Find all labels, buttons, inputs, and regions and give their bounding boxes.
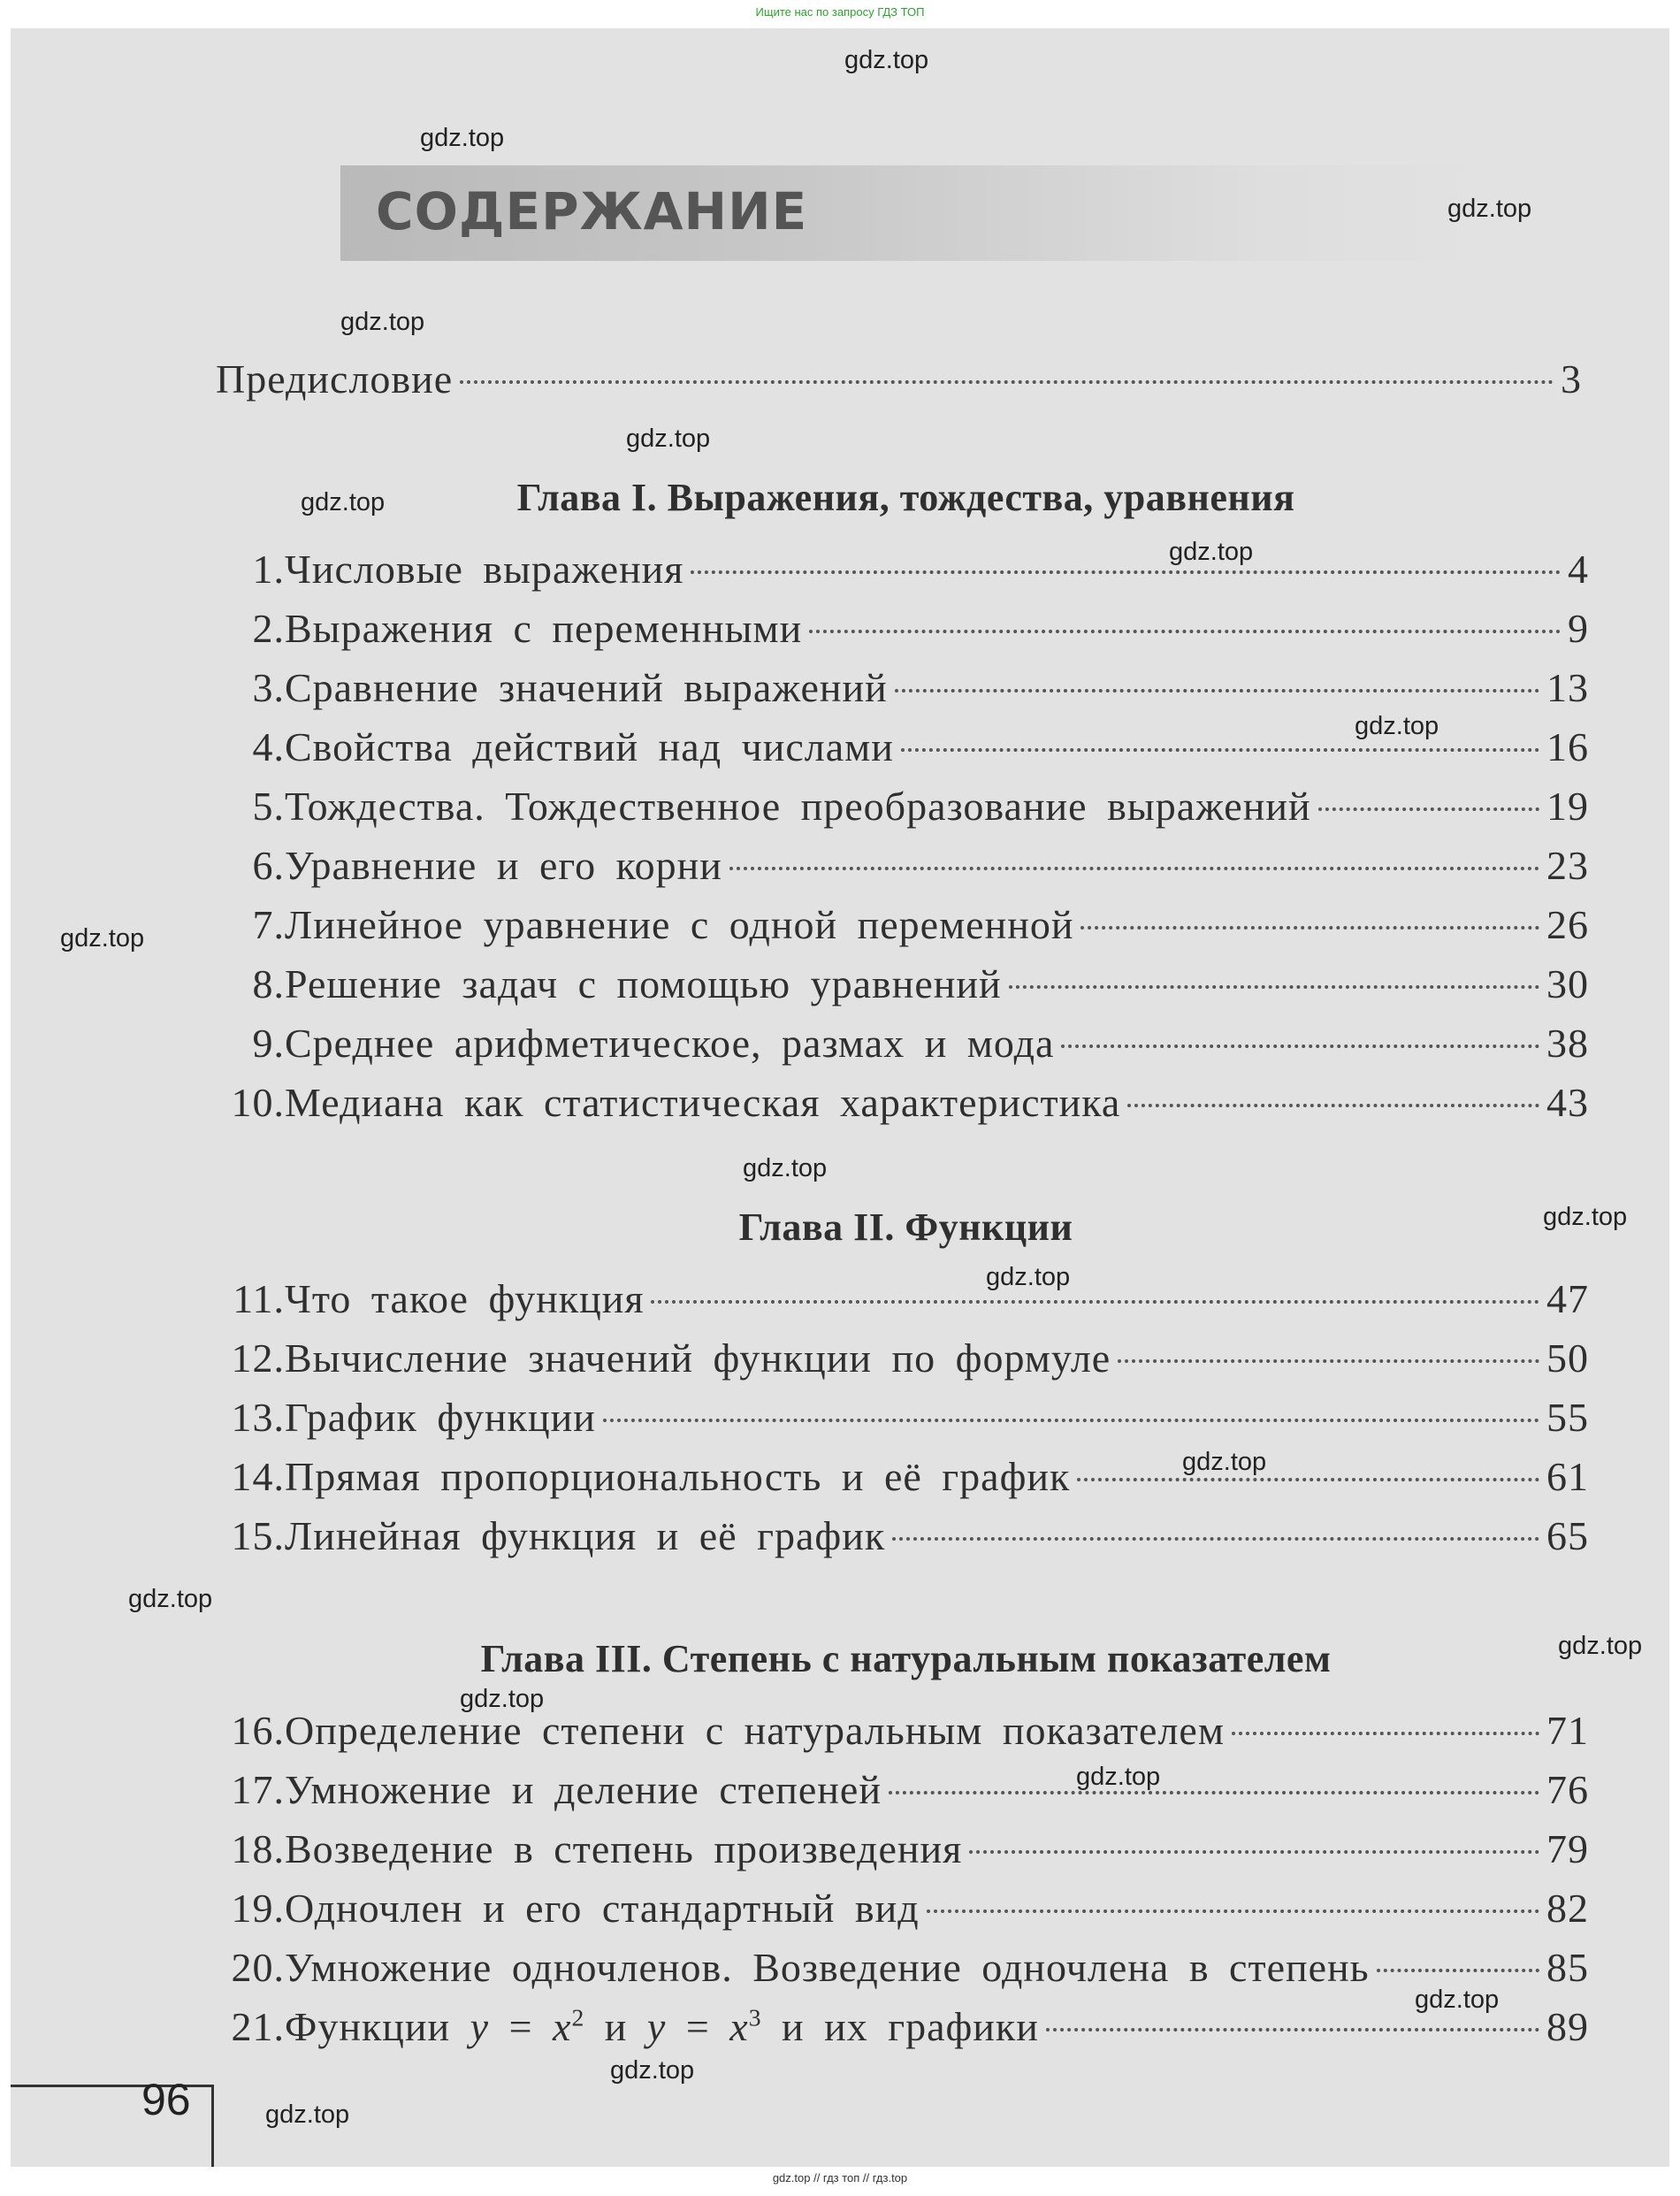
watermark: gdz.top <box>1543 1203 1628 1231</box>
title-text: Функции <box>285 2004 470 2049</box>
toc-num: 5. <box>252 784 285 829</box>
toc-title: Свойства действий над числами <box>285 724 894 769</box>
toc-page: 71 <box>1546 1708 1589 1753</box>
toc-row <box>223 1394 1589 1452</box>
toc-page: 13 <box>1546 665 1589 710</box>
leader-dots <box>1081 926 1539 930</box>
toc-page: 9 <box>1568 606 1589 651</box>
watermark: gdz.top <box>265 2100 350 2129</box>
toc-page: 30 <box>1546 961 1589 1006</box>
toc-num: 8. <box>252 961 285 1006</box>
toc-title: Уравнение и его корни <box>285 843 722 888</box>
leader-dots <box>969 1850 1539 1854</box>
toc-title: Одночлен и его стандартный вид <box>285 1886 920 1931</box>
toc-page: 61 <box>1546 1454 1589 1499</box>
watermark: gdz.top <box>1447 195 1532 223</box>
toc-title: Решение задач с помощью уравнений <box>285 961 1002 1006</box>
formula-exponent: 3 <box>748 2003 762 2031</box>
watermark: gdz.top <box>1169 538 1254 566</box>
leader-dots <box>901 748 1539 752</box>
toc-page: 3 <box>1561 356 1582 402</box>
chapter-heading: Глава III. Степень с натуральным показателем <box>480 1637 1332 1680</box>
toc-title: Умножение и деление степеней <box>285 1767 882 1812</box>
page-title: СОДЕРЖАНИЕ <box>376 181 808 241</box>
toc-row <box>223 842 1589 900</box>
watermark: gdz.top <box>460 1685 545 1713</box>
watermark: gdz.top <box>610 2056 695 2085</box>
toc-row <box>223 1020 1589 1078</box>
toc-title: Тождества. Тождественное преобразование выражений <box>285 784 1311 829</box>
title-text: и их графики <box>761 2004 1039 2049</box>
toc-title: Умножение одночленов. Возведение одночлена в степень <box>285 1945 1370 1990</box>
toc-row <box>223 1453 1589 1511</box>
toc-num: 14. <box>231 1454 285 1499</box>
leader-dots <box>460 380 1554 384</box>
heading-bar <box>340 165 1499 261</box>
toc-row <box>223 1825 1589 1884</box>
leader-dots <box>651 1300 1539 1304</box>
toc-num: 21. <box>231 2004 285 2049</box>
formula-exponent: 2 <box>571 2003 585 2031</box>
toc-num: 13. <box>231 1395 285 1440</box>
toc-row <box>223 1512 1589 1571</box>
toc-row <box>223 783 1589 841</box>
bottom-banner: gdz.top // гдз топ // гдз.top <box>772 2171 908 2185</box>
toc-title: Выражения с переменными <box>285 606 803 651</box>
toc-num: 11. <box>233 1276 285 1321</box>
toc-row <box>223 2003 1589 2062</box>
toc-row <box>223 1275 1589 1334</box>
toc-num: 16. <box>231 1708 285 1753</box>
toc-num: 4. <box>252 724 285 769</box>
watermark: gdz.top <box>128 1585 213 1613</box>
watermark: gdz.top <box>60 924 145 953</box>
toc-page: 65 <box>1546 1513 1589 1558</box>
toc-row <box>223 605 1589 663</box>
toc-row <box>223 960 1589 1019</box>
watermark: gdz.top <box>1076 1763 1161 1791</box>
toc-title <box>285 2003 1039 2050</box>
formula-y: y <box>470 2004 490 2049</box>
formula-y: y <box>646 2004 667 2049</box>
toc-page: 26 <box>1546 902 1589 947</box>
leader-dots <box>691 570 1561 574</box>
toc-page: 82 <box>1546 1886 1589 1931</box>
toc-page: 76 <box>1546 1767 1589 1812</box>
toc-page: 55 <box>1546 1395 1589 1440</box>
toc-title: Линейная функция и её график <box>285 1513 886 1558</box>
toc-title: Предисловие <box>216 356 454 402</box>
formula-x: x <box>729 2004 749 2049</box>
watermark: gdz.top <box>1355 712 1439 740</box>
leader-dots <box>1077 1478 1539 1481</box>
toc-num: 12. <box>231 1335 285 1381</box>
toc-page: 38 <box>1546 1021 1589 1066</box>
leader-dots <box>889 1791 1539 1794</box>
toc-page: 19 <box>1546 784 1589 829</box>
formula-x: x <box>553 2004 572 2049</box>
leader-dots <box>603 1419 1539 1422</box>
top-banner: Ищите нас по запросу ГДЗ ТОП <box>755 5 925 19</box>
watermark: gdz.top <box>1558 1632 1643 1660</box>
toc-num: 9. <box>252 1021 285 1066</box>
toc-row <box>223 546 1589 604</box>
toc-num: 3. <box>252 665 285 710</box>
title-text: и <box>584 2004 647 2049</box>
toc-num: 15. <box>231 1513 285 1558</box>
toc-page: 47 <box>1546 1276 1589 1321</box>
watermark: gdz.top <box>1415 1986 1500 2014</box>
toc-title: Линейное уравнение с одной переменной <box>285 902 1074 947</box>
toc-row <box>223 1944 1589 2002</box>
formula-eq: = <box>489 2004 554 2049</box>
toc-title: Прямая пропорциональность и её график <box>285 1454 1071 1499</box>
toc-num: 10. <box>231 1080 285 1125</box>
toc-page: 23 <box>1546 843 1589 888</box>
toc-row <box>223 1707 1589 1765</box>
toc-row <box>223 1766 1589 1825</box>
toc-title: Возведение в степень произведения <box>285 1826 963 1871</box>
leader-dots <box>895 689 1539 692</box>
leader-dots <box>1127 1104 1539 1107</box>
toc-page: 79 <box>1546 1826 1589 1871</box>
chapter-heading: Глава I. Выражения, тождества, уравнения <box>516 476 1295 519</box>
leader-dots <box>809 630 1561 633</box>
toc-num: 19. <box>231 1886 285 1931</box>
toc-num: 7. <box>252 902 285 947</box>
chapter-heading: Глава II. Функции <box>738 1205 1073 1249</box>
toc-row <box>223 1885 1589 1943</box>
leader-dots <box>1009 985 1539 989</box>
toc-row <box>223 1335 1589 1393</box>
toc-page: 4 <box>1568 547 1589 592</box>
watermark: gdz.top <box>301 488 386 516</box>
toc-title: Что такое функция <box>285 1276 645 1321</box>
toc-title: График функции <box>285 1395 596 1440</box>
toc-title: Определение степени с натуральным показателем <box>285 1708 1225 1753</box>
toc-page: 85 <box>1546 1945 1589 1990</box>
leader-dots <box>1046 2028 1539 2031</box>
toc-num: 6. <box>252 843 285 888</box>
watermark: gdz.top <box>743 1154 828 1182</box>
toc-title: Вычисление значений функции по формуле <box>285 1335 1111 1381</box>
toc-num: 1. <box>252 547 285 592</box>
watermark: gdz.top <box>420 124 505 152</box>
leader-dots <box>1377 1969 1539 1972</box>
toc-num: 2. <box>252 606 285 651</box>
book-page <box>11 28 1669 2167</box>
toc-row <box>223 901 1589 960</box>
toc-row <box>223 1079 1589 1137</box>
watermark: gdz.top <box>1182 1448 1267 1476</box>
leader-dots <box>1118 1359 1539 1363</box>
watermark: gdz.top <box>626 425 711 453</box>
toc-num: 20. <box>231 1945 285 1990</box>
toc-title: Числовые выражения <box>285 547 684 592</box>
toc-title: Медиана как статистическая характеристика <box>285 1080 1121 1125</box>
toc-num: 18. <box>231 1826 285 1871</box>
watermark: gdz.top <box>844 46 929 74</box>
toc-page: 50 <box>1546 1335 1589 1381</box>
page-number: 96 <box>141 2075 191 2124</box>
formula-eq: = <box>666 2004 730 2049</box>
leader-dots <box>1232 1732 1539 1735</box>
leader-dots <box>892 1537 1539 1541</box>
toc-page: 43 <box>1546 1080 1589 1125</box>
leader-dots <box>729 867 1539 870</box>
watermark: gdz.top <box>986 1263 1071 1291</box>
toc-title: Среднее арифметическое, размах и мода <box>285 1021 1055 1066</box>
toc-page: 16 <box>1546 724 1589 769</box>
toc-num: 17. <box>231 1767 285 1812</box>
watermark: gdz.top <box>340 308 425 336</box>
toc-row-preface <box>216 356 1582 414</box>
toc-page: 89 <box>1546 2004 1589 2049</box>
toc-title: Сравнение значений выражений <box>285 665 888 710</box>
leader-dots <box>1061 1044 1539 1048</box>
leader-dots <box>1318 807 1539 811</box>
leader-dots <box>927 1909 1539 1913</box>
